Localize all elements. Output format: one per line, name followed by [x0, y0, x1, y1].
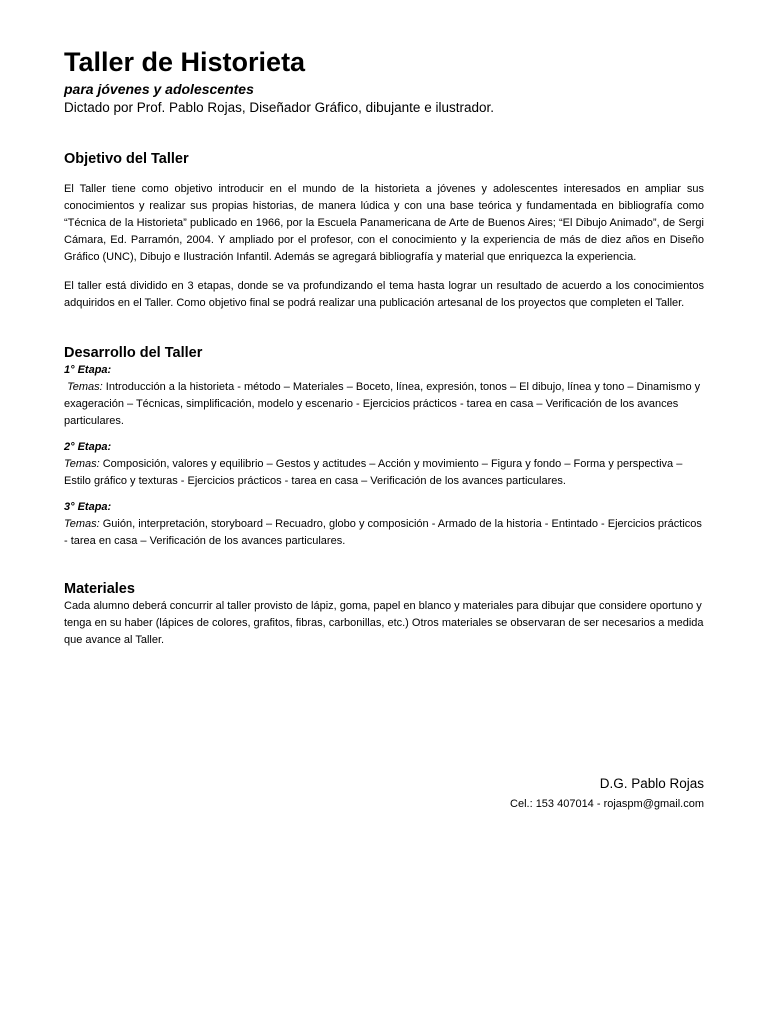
section-desarrollo — [64, 344, 704, 550]
etapa-text: Composición, valores y equilibrio – Gestos y actitudes – Acción y movimiento – Figura y fondo – Forma y perspectiva – Estilo gráfico y texturas - Ejercicios prácticos - tarea en casa – Verificación de los avances particulares. — [64, 458, 683, 487]
etapa-text: Guión, interpretación, storyboard – Recuadro, globo y composición - Armado de la historia - Entintado - Ejercicios prácticos - tarea en casa – Verificación de los avances particulares. — [64, 518, 702, 547]
temas-label: Temas: — [67, 381, 103, 393]
signature-block — [510, 775, 704, 812]
etapa-title: 1° Etapa: — [64, 364, 112, 376]
etapa-1 — [64, 362, 704, 430]
etapa-description — [64, 379, 704, 430]
signature-contact: Cel.: 153 407014 - rojaspm@gmail.com — [510, 798, 704, 810]
etapa-text: Introducción a la historieta - método – Materiales – Boceto, línea, expresión, tonos – El dibujo, línea y tono – Dinamismo y exageración – Técnicas, simplificación, modelo y escenario - Ejercicios prácticos - tarea en casa – Verificación de los avances particulares. — [64, 381, 701, 427]
section-heading-materiales: Materiales — [64, 581, 135, 597]
section-heading-desarrollo: Desarrollo del Taller — [64, 345, 203, 361]
etapa-title: 3° Etapa: — [64, 501, 112, 513]
document-content — [64, 44, 704, 649]
page-subtitle: para jóvenes y adolescentes — [64, 81, 254, 97]
temas-label: Temas: — [64, 518, 100, 530]
etapa-description — [64, 516, 704, 550]
byline: Dictado por Prof. Pablo Rojas, Diseñador Gráfico, dibujante e ilustrador. — [64, 100, 494, 115]
temas-label: Temas: — [64, 458, 100, 470]
section-materiales — [64, 580, 704, 649]
etapa-description — [64, 456, 704, 490]
page-title: Taller de Historieta — [64, 47, 306, 77]
etapa-2 — [64, 439, 704, 490]
section-heading-objetivo: Objetivo del Taller — [64, 151, 189, 167]
etapa-title: 2° Etapa: — [64, 441, 112, 453]
etapa-3 — [64, 499, 704, 550]
materiales-text: Cada alumno deberá concurrir al taller provisto de lápiz, goma, papel en blanco y materiales para dibujar que considere oportuno y tenga en su haber (lápices de colores, grafitos, fibras, carbonillas, etc.) Otros materiales se observaran de ser necesarios a medida que avance al Taller. — [64, 600, 704, 646]
objetivo-paragraph-1: El Taller tiene como objetivo introducir en el mundo de la historieta a jóvenes y adolescentes interesados en ampliar sus conocimientos y realizar sus propias historias, de manera lúdica y con una base teórica y fundamentada en bibliografía como “Técnica de la Historieta” publicado en 1966, por la Escuela Panamericana de Arte de Buenos Aires; “El Dibujo Animado”, de Sergi Cámara, Ed. Parramón, 2004. Y ampliado por el profesor, con el conocimiento y la experiencia de más de diez años en Diseño Gráfico (UNC), Dibujo e Ilustración Infantil. Además se agregará bibliografía y material que enriquezca la experiencia. — [64, 183, 704, 263]
signature-name: D.G. Pablo Rojas — [599, 776, 704, 791]
section-objetivo — [64, 150, 704, 312]
objetivo-paragraph-2: El taller está dividido en 3 etapas, donde se va profundizando el tema hasta lograr un resultado de acuerdo a los conocimientos adquiridos en el Taller. Como objetivo final se podrá realizar una publicación artesanal de los proyectos que completen el Taller. — [64, 280, 704, 309]
